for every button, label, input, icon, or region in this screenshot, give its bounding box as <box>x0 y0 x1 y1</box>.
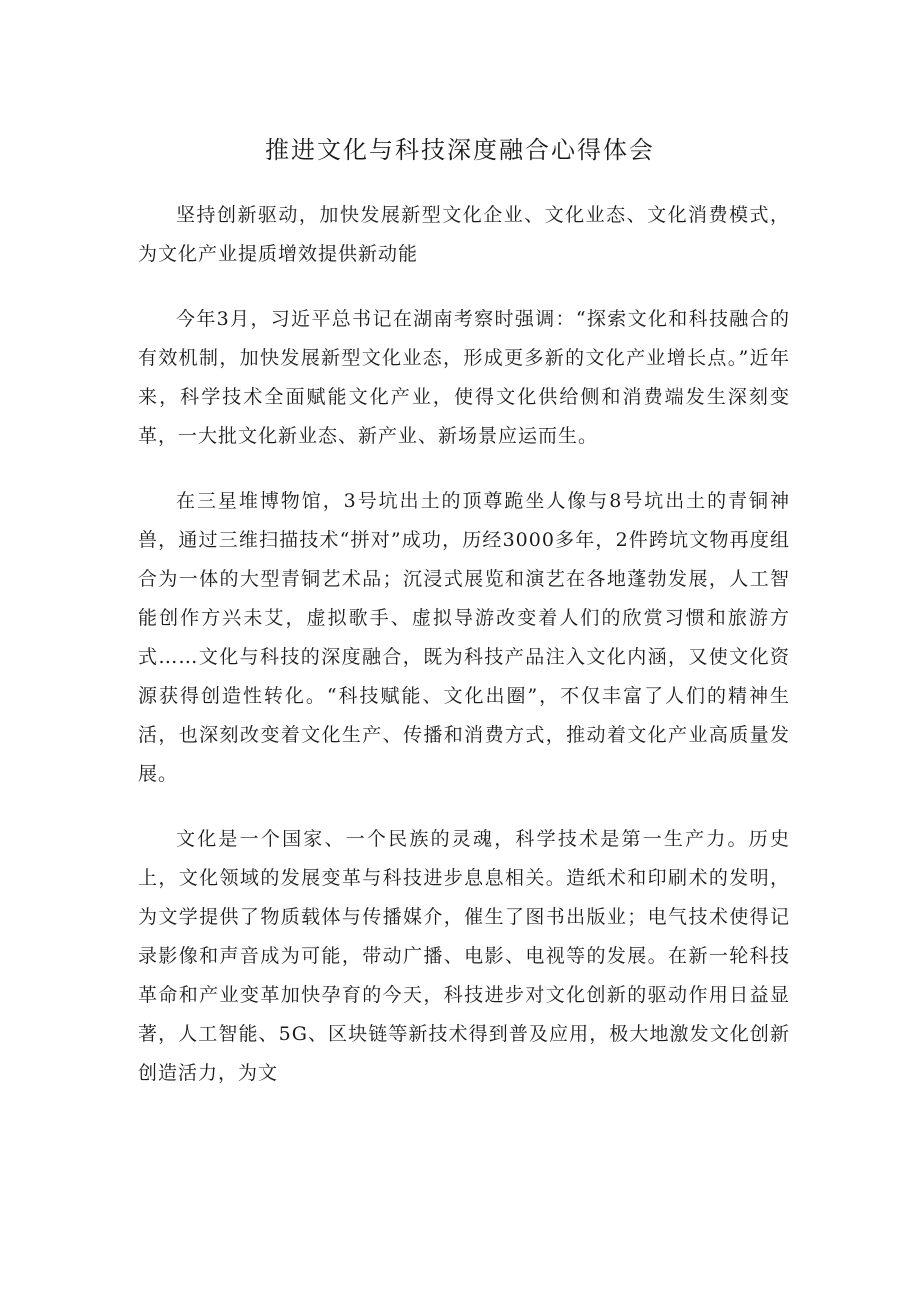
document-title: 推进文化与科技深度融合心得体会 <box>265 136 655 164</box>
paragraph-sanxingdui: 在三星堆博物馆，3号坑出土的顶尊跪坐人像与8号坑出土的青铜神兽，通过三维扫描技术“拼对”成功，历经3000多年，2件跨坑文物再度组合为一体的大型青铜艺术品；沉浸式展览和演艺在各地蓬勃发展，人工智能创作方兴未艾，虚拟歌手、虚拟导游改变着人们的欣赏习惯和旅游方式……文化与科技的深度融合，既为科技产品注入文化内涵，又使文化资源获得创造性转化。“科技赋能、文化出圈”，不仅丰富了人们的精神生活，也深刻改变着文化生产、传播和消费方式，推动着文化产业高质量发展。 <box>138 490 790 785</box>
paragraph-intro: 坚持创新驱动，加快发展新型文化企业、文化业态、文化消费模式，为文化产业提质增效提供新动能 <box>138 204 790 265</box>
paragraph-hunan-inspection: 今年3月，习近平总书记在湖南考察时强调：“探索文化和科技融合的有效机制，加快发展新型文化业态，形成更多新的文化产业增长点。”近年来，科学技术全面赋能文化产业，使得文化供给侧和消费端发生深刻变革，一大批文化新业态、新产业、新场景应运而生。 <box>138 308 790 447</box>
document-body <box>138 196 790 1119</box>
paragraph-history: 文化是一个国家、一个民族的灵魂，科学技术是第一生产力。历史上，文化领域的发展变革与科技进步息息相关。造纸术和印刷术的发明，为文学提供了物质载体与传播媒介，催生了图书出版业；电气技术使得记录影像和声音成为可能，带动广播、电影、电视等的发展。在新一轮科技革命和产业变革加快孕育的今天，科技进步对文化创新的驱动作用日益显著，人工智能、5G、区块链等新技术得到普及应用，极大地激发文化创新创造活力，为文 <box>138 828 790 1084</box>
